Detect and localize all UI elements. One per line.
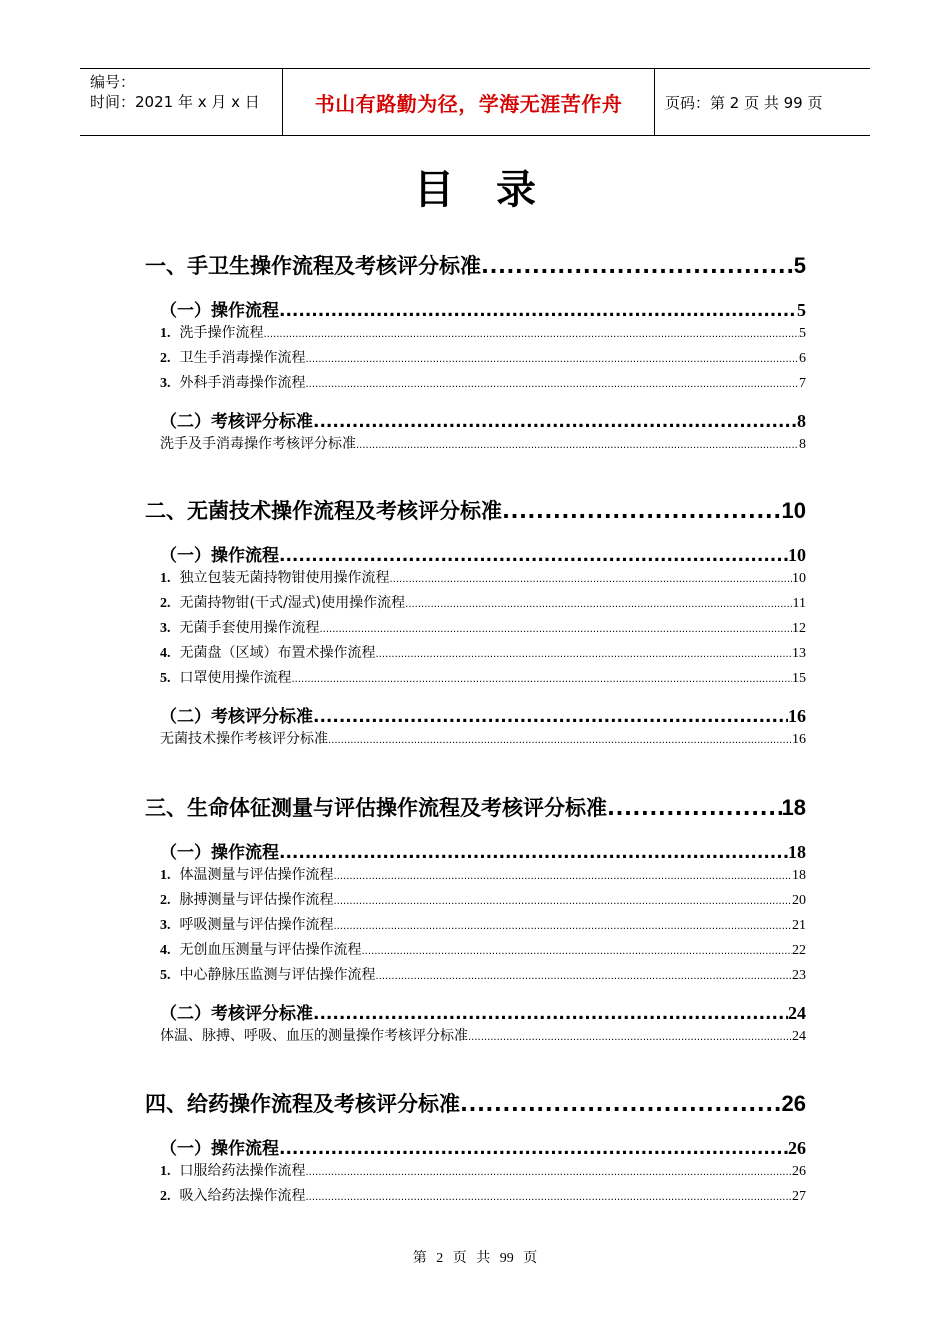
dot-leader [334,871,793,882]
toc-subsection-entry[interactable] [160,541,806,566]
dot-leader [376,971,793,982]
toc-item-entry[interactable] [160,592,806,612]
toc-page-number: 10 [788,545,806,565]
toc-item-entry[interactable] [160,964,806,984]
toc-page-number: 18 [788,842,806,862]
dot-leader [306,379,800,390]
header-page-info: 页码：第 2 页 共 99 页 [665,93,823,112]
dot-leader [306,1192,793,1203]
toc-item-entry[interactable] [160,914,806,934]
toc-entry-label: 一、手卫生操作流程及考核评分标准 [145,254,481,278]
dot-leader [334,921,793,932]
toc-page-number: 26 [788,1138,806,1158]
toc-entry-label: （一）操作流程 [160,1139,279,1159]
page-footer: 第 2 页 共 99 页 [412,1251,538,1266]
toc-page-number: 27 [792,1189,806,1204]
toc-page-number: 24 [788,1003,806,1023]
toc-entry-label: 四、给药操作流程及考核评分标准 [145,1092,460,1116]
toc-page-number: 12 [792,621,806,636]
toc-entry-label: 脉搏测量与评估操作流程 [179,892,334,908]
motto: 书山有路勤为径，学海无涯苦作舟 [282,69,655,135]
toc-subsection-entry[interactable] [160,999,806,1024]
toc-entry-label: 中心静脉压监测与评估操作流程 [179,967,376,983]
toc-page-number: 10 [792,571,806,586]
toc-item-number: 2. [160,351,171,366]
toc-entry-label: 无菌持物钳(干式/湿式)使用操作流程 [179,595,406,611]
toc-item-entry[interactable] [160,1025,806,1045]
toc-page-number: 8 [797,411,806,431]
toc-page-number: 20 [792,893,806,908]
dot-leader [376,649,793,660]
toc-subsection-entry[interactable] [160,407,806,432]
toc-page-number: 7 [799,376,806,391]
toc-page-number: 8 [799,437,806,452]
toc-entry-label: 独立包装无菌持物钳使用操作流程 [179,570,390,586]
toc-entry-label: 洗手及手消毒操作考核评分标准 [160,436,356,452]
toc-entry-label: （二）考核评分标准 [160,412,313,432]
toc-item-number: 5. [160,968,171,983]
toc-item-number: 1. [160,326,171,341]
dot-leader [328,735,792,746]
toc-item-entry[interactable] [160,939,806,959]
dot-leader [279,546,788,566]
toc-item-number: 2. [160,596,171,611]
toc-page-number: 22 [792,943,806,958]
toc-item-entry[interactable] [160,433,806,453]
toc-page-number: 26 [792,1164,806,1179]
toc-entry-label: 三、生命体征测量与评估操作流程及考核评分标准 [145,796,607,820]
toc-page-number: 18 [781,795,806,820]
toc-item-number: 1. [160,571,171,586]
toc-item-number: 3. [160,376,171,391]
toc-page-number: 10 [781,498,806,523]
dot-leader [313,412,797,432]
toc-item-number: 3. [160,918,171,933]
header-left-cell [80,69,282,135]
toc-item-entry[interactable] [160,1185,806,1205]
toc-entry-label: （一）操作流程 [160,843,279,863]
toc-entry-label: 口服给药法操作流程 [179,1163,306,1179]
toc-entry-label: 洗手操作流程 [179,325,264,341]
toc-entry-label: 无菌盘（区域）布置术操作流程 [179,645,376,661]
toc-page-number: 24 [792,1029,806,1044]
toc-item-number: 3. [160,621,171,636]
toc-item-entry[interactable] [160,617,806,637]
toc-item-number: 1. [160,1164,171,1179]
toc-page-number: 5 [797,300,806,320]
toc-item-entry[interactable] [160,864,806,884]
dot-leader [481,254,794,278]
toc-page-number: 13 [792,646,806,661]
toc-entry-label: （一）操作流程 [160,301,279,321]
time-label: 时间：2021 年 x 月 x 日 [90,93,260,111]
toc-subsection-entry[interactable] [160,702,806,727]
toc-page-number: 18 [792,868,806,883]
toc-page-number: 15 [792,671,806,686]
toc-item-entry[interactable] [160,322,806,342]
toc-subsection-entry[interactable] [160,838,806,863]
toc-page-number: 23 [792,968,806,983]
toc-entry-label: （二）考核评分标准 [160,707,313,727]
dot-leader [320,624,793,635]
dot-leader [279,301,797,321]
toc-entry-label: 呼吸测量与评估操作流程 [179,917,334,933]
toc-item-number: 2. [160,893,171,908]
toc-entry-label: 卫生手消毒操作流程 [179,350,306,366]
toc-item-entry[interactable] [160,1160,806,1180]
toc-entry-label: 口罩使用操作流程 [179,670,292,686]
code-label: 编号： [90,73,136,91]
dot-leader [607,796,782,820]
dot-leader [313,1004,788,1024]
toc-section-entry[interactable] [145,792,806,822]
dot-leader [356,440,799,451]
dot-leader [405,599,792,610]
toc-entry-label: 外科手消毒操作流程 [179,375,306,391]
toc-item-entry[interactable] [160,567,806,587]
toc-item-number: 1. [160,868,171,883]
toc-item-entry[interactable] [160,667,806,687]
toc-entry-label: （一）操作流程 [160,546,279,566]
toc-page-number: 16 [792,732,806,747]
dot-leader [468,1032,792,1043]
dot-leader [334,896,793,907]
toc-subsection-entry[interactable] [160,1134,806,1159]
dot-leader [279,1139,788,1159]
dot-leader [264,329,800,340]
toc-item-entry[interactable] [160,347,806,367]
toc-page-number: 6 [799,351,806,366]
toc-item-entry[interactable] [160,372,806,392]
toc-entry-label: 吸入给药法操作流程 [179,1188,306,1204]
toc-page-number: 26 [781,1091,806,1116]
toc-entry-label: 二、无菌技术操作流程及考核评分标准 [145,499,502,523]
toc-entry-label: 无菌手套使用操作流程 [179,620,320,636]
dot-leader [390,574,793,585]
toc-section-entry[interactable] [145,250,806,280]
toc-item-number: 4. [160,943,171,958]
dot-leader [306,354,800,365]
toc-page-number: 21 [792,918,806,933]
toc-item-number: 5. [160,671,171,686]
toc-item-entry[interactable] [160,889,806,909]
dot-leader [292,674,793,685]
dot-leader [502,499,782,523]
toc-item-number: 4. [160,646,171,661]
toc-item-entry[interactable] [160,728,806,748]
toc-entry-label: 无菌技术操作考核评分标准 [160,731,328,747]
toc-page-number: 5 [793,253,806,278]
toc-entry-label: 无创血压测量与评估操作流程 [179,942,362,958]
page-title: 目录 [414,166,578,213]
toc-entry-label: 体温、脉搏、呼吸、血压的测量操作考核评分标准 [160,1028,468,1044]
toc-page-number: 5 [799,326,806,341]
toc-entry-label: （二）考核评分标准 [160,1004,313,1024]
dot-leader [306,1167,793,1178]
toc-item-entry[interactable] [160,642,806,662]
dot-leader [460,1092,782,1116]
toc-item-number: 2. [160,1189,171,1204]
toc-entry-label: 体温测量与评估操作流程 [179,867,334,883]
header-table [80,68,870,136]
toc-subsection-entry[interactable] [160,296,806,321]
toc-page-number: 11 [792,596,806,611]
dot-leader [362,946,793,957]
toc-section-entry[interactable] [145,1088,806,1118]
dot-leader [313,707,788,727]
toc-page-number: 16 [788,706,806,726]
dot-leader [279,843,788,863]
toc-section-entry[interactable] [145,495,806,525]
